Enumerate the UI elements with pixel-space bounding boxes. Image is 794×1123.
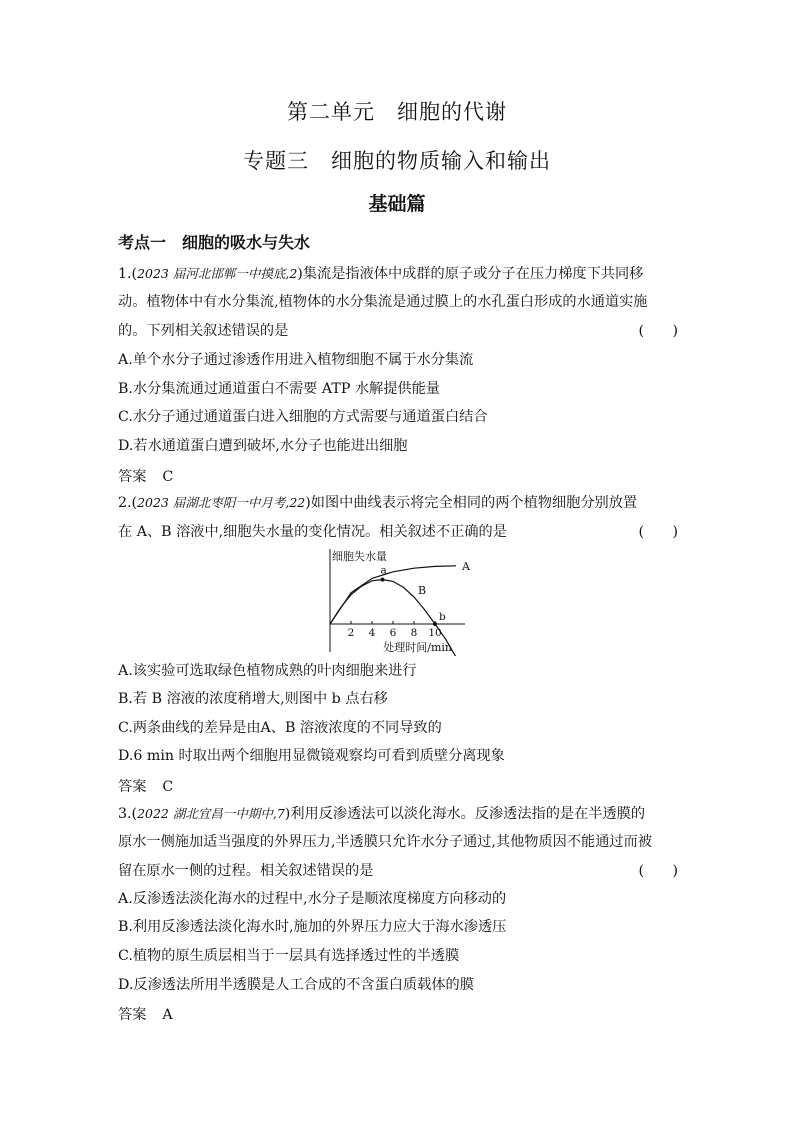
q2-answer-label: 答案	[118, 779, 147, 795]
q2-answer	[118, 776, 173, 796]
q2-option-a: A.该实验可选取绿色植物成熟的叶肉细胞来进行	[118, 663, 417, 679]
q2-source: 2023 届湖北枣阳一中月考,22	[137, 495, 306, 510]
point-label-b: b	[439, 611, 446, 623]
q3-stem-text1: )利用反渗透法可以淡化海水。反渗透法指的是在半透膜的	[284, 806, 646, 822]
q2-number: 2.(	[118, 495, 138, 511]
q3-source: 2022 湖北宜昌一中期中,7	[137, 806, 285, 821]
water-loss-chart	[315, 546, 475, 656]
q3-option-d: D.反渗透法所用半透膜是人工合成的不含蛋白质载体的膜	[118, 977, 474, 993]
q2-answer-blank: ( )	[638, 524, 678, 540]
unit-title: 第二单元 细胞的代谢	[287, 100, 507, 124]
q3-option-a: A.反渗透法淡化海水的过程中,水分子是顺浓度梯度方向移动的	[118, 891, 507, 907]
q3-answer-value: A	[162, 1007, 173, 1023]
q2-stem-line2	[118, 523, 678, 541]
q2-option-b: B.若 B 溶液的浓度稍增大,则图中 b 点右移	[118, 691, 388, 707]
q1-answer-blank: ( )	[638, 323, 678, 339]
y-axis-label: 细胞失水量	[332, 550, 387, 563]
q2-option-d: D.6 min 时取出两个细胞用显微镜观察均可看到质壁分离现象	[118, 748, 505, 764]
q1-option-c: C.水分子通过通道蛋白进入细胞的方式需要与通道蛋白结合	[118, 409, 488, 425]
q2-stem-text1: )如图中曲线表示将完全相同的两个植物细胞分别放置	[305, 495, 638, 511]
q1-stem-line1	[118, 265, 678, 283]
q3-stem-text3: 留在原水一侧的过程。相关叙述错误的是	[118, 863, 374, 879]
point-label-a: a	[380, 564, 387, 577]
q3-stem-line1	[118, 805, 678, 823]
x-tick-label: 4	[368, 627, 376, 639]
q1-stem-line2: 动。植物体中有水分集流,植物体的水分集流是通过膜上的水孔蛋白形成的水通道实施	[118, 294, 648, 310]
q1-option-b: B.水分集流通过通道蛋白不需要 ATP 水解提供能量	[118, 381, 440, 397]
q2-option-c: C.两条曲线的差异是由A、B 溶液浓度的不同导致的	[118, 720, 442, 736]
x-tick-label: 8	[410, 627, 418, 639]
level-title: 基础篇	[368, 193, 426, 215]
q1-option-d: D.若水通道蛋白遭到破坏,水分子也能进出细胞	[118, 438, 408, 454]
series-label-a: A	[462, 559, 470, 573]
q1-answer-value: C	[162, 469, 174, 485]
q2-answer-value: C	[162, 779, 174, 795]
q3-stem-line3	[118, 862, 678, 880]
q3-option-b: B.利用反渗透法淡化海水时,施加的外界压力应大于海水渗透压	[118, 919, 507, 935]
q3-answer-label: 答案	[118, 1007, 147, 1023]
point-a	[381, 578, 385, 582]
topic-title: 专题三 细胞的物质输入和输出	[243, 149, 551, 173]
x-tick-label: 2	[347, 627, 355, 639]
q3-answer-blank: ( )	[638, 863, 678, 879]
q3-number: 3.(	[118, 806, 138, 822]
section-heading: 考点一 细胞的吸水与失水	[118, 233, 311, 252]
q1-source: 2023 届河北邯郸一中摸底,2	[137, 266, 298, 281]
series-label-b: B	[418, 584, 427, 597]
x-tick-label: 6	[389, 627, 397, 639]
q2-stem-line1	[118, 494, 678, 512]
q1-answer	[118, 466, 173, 486]
q1-stem-text3: 的。下列相关叙述错误的是	[118, 323, 289, 339]
q3-stem-line2: 原水一侧施加适当强度的外界压力,半透膜只允许水分子通过,其他物质因不能通过而被	[118, 834, 652, 850]
q3-option-c: C.植物的原生质层相当于一层具有选择透过性的半透膜	[118, 948, 460, 964]
q2-stem-text2: 在 A、B 溶液中,细胞失水量的变化情况。相关叙述不正确的是	[118, 524, 507, 540]
q3-answer	[118, 1004, 173, 1024]
q1-number: 1.(	[118, 266, 138, 282]
q1-stem-text1: )集流是指液体中成群的原子或分子在压力梯度下共同移	[297, 266, 644, 282]
series-line-a	[330, 566, 456, 624]
x-tick-label: 10	[428, 627, 442, 639]
q1-stem-line3	[118, 322, 678, 340]
q1-option-a: A.单个水分子通过渗透作用进入植物细胞不属于水分集流	[118, 352, 474, 368]
q1-answer-label: 答案	[118, 469, 147, 485]
point-b	[433, 622, 437, 626]
x-axis-label: 处理时间/min	[383, 641, 452, 654]
